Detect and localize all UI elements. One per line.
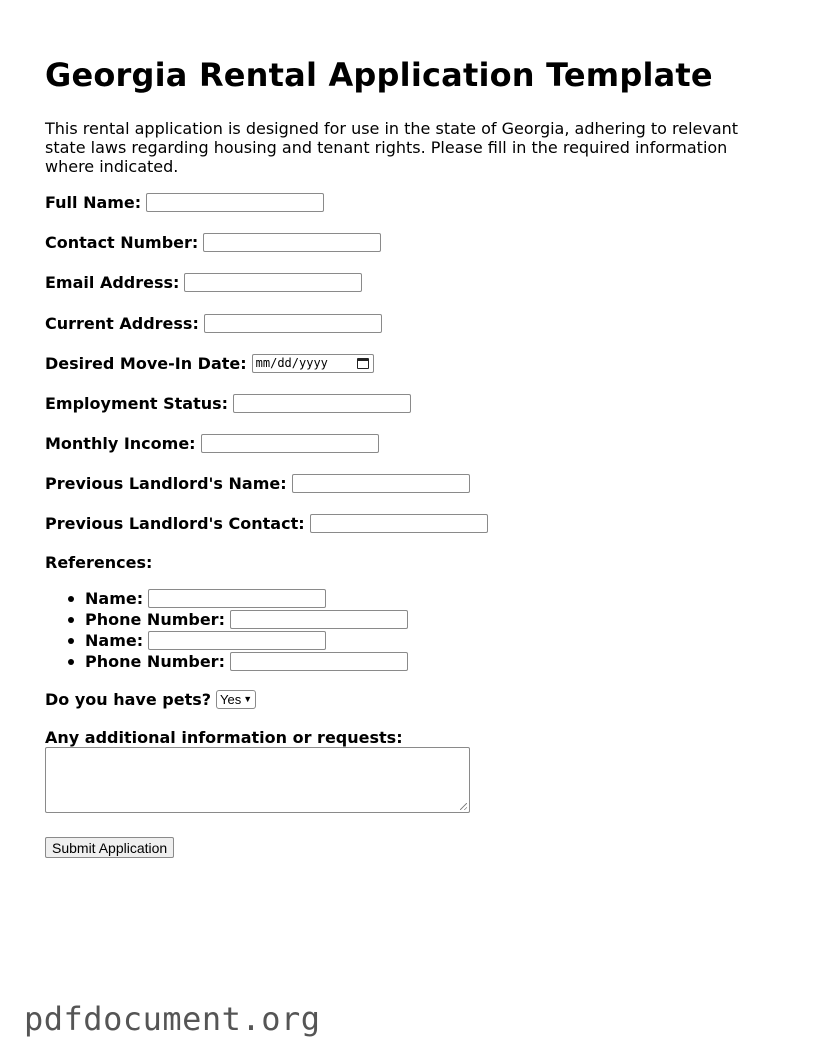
submit-application-button[interactable]: Submit Application [45,837,174,858]
contact-number-label: Contact Number: [45,232,199,252]
reference-2-phone [85,651,408,672]
email-input[interactable] [184,273,362,292]
pets-selected-value: Yes [220,691,242,707]
date-placeholder: mm/dd/yyyy [255,356,328,370]
employment-status-label: Employment Status: [45,393,229,413]
prev-landlord-name-row [45,472,470,494]
intro-text: This rental application is designed for use in the state of Georgia, adhering to relevant state laws regarding housing and tenant rights. Please fill in the required information where indicated. [45,119,739,176]
additional-info-textarea[interactable] [45,747,470,813]
move-in-date-input[interactable] [252,354,374,373]
contact-number-row [45,231,381,253]
employment-status-input[interactable] [233,394,411,413]
reference-label: Name: [85,589,144,608]
chevron-down-icon: ▼ [243,694,253,704]
resize-handle-icon[interactable] [460,803,467,810]
pets-row [45,688,256,710]
additional-info-label: Any additional information or requests: [45,728,403,747]
monthly-income-input[interactable] [201,434,379,453]
current-address-input[interactable] [204,314,382,333]
email-row [45,271,362,293]
email-label: Email Address: [45,272,180,292]
calendar-icon[interactable] [357,358,369,369]
reference-2-name-input[interactable] [148,631,326,650]
references-title: References: [45,553,153,572]
current-address-label: Current Address: [45,313,199,333]
monthly-income-label: Monthly Income: [45,433,196,453]
pets-select[interactable] [216,690,256,709]
reference-2-phone-input[interactable] [230,652,408,671]
prev-landlord-contact-label: Previous Landlord's Contact: [45,513,305,533]
reference-label: Phone Number: [85,610,225,629]
current-address-row [45,312,382,334]
prev-landlord-name-label: Previous Landlord's Name: [45,473,287,493]
reference-1-name-input[interactable] [148,589,326,608]
pets-label: Do you have pets? [45,689,212,709]
reference-label: Phone Number: [85,652,225,671]
full-name-row [45,191,324,213]
move-in-date-label: Desired Move-In Date: [45,353,247,373]
reference-label: Name: [85,631,144,650]
watermark-text: pdfdocument.org [24,1000,321,1038]
full-name-label: Full Name: [45,192,142,212]
move-in-date-row [45,352,374,374]
reference-1-phone [85,609,408,630]
reference-1-phone-input[interactable] [230,610,408,629]
full-name-input[interactable] [146,193,324,212]
prev-landlord-contact-row [45,512,488,534]
reference-2-name [85,630,408,651]
reference-1-name [85,588,408,609]
prev-landlord-contact-input[interactable] [310,514,488,533]
references-list [45,588,408,672]
monthly-income-row [45,432,379,454]
prev-landlord-name-input[interactable] [292,474,470,493]
employment-status-row [45,392,411,414]
contact-number-input[interactable] [203,233,381,252]
page-title: Georgia Rental Application Template [45,56,713,94]
